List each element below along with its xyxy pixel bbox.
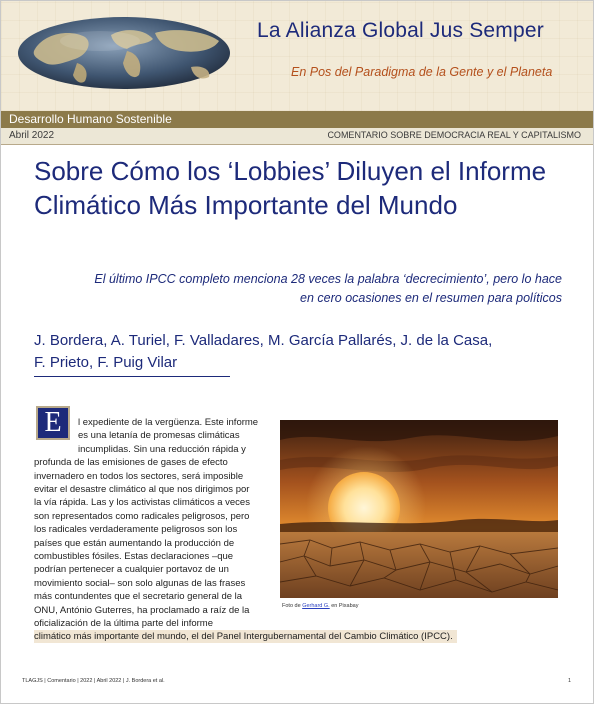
article-authors xyxy=(34,330,566,374)
body-line: incumplidas. Sin una reducción rápida y xyxy=(78,443,246,455)
body-line: países que están aumentando la producción de xyxy=(34,537,235,549)
masthead xyxy=(1,1,593,111)
body-line: es una letanía de promesas climáticas xyxy=(78,430,240,442)
body-line: ONU, António Guterres, ha proclamado a raíz de la xyxy=(34,604,250,616)
footer-citation: TLAGJS | Comentario | 2022 | Abril 2022 | J. Bordera et al. xyxy=(22,678,165,684)
authors-divider xyxy=(34,376,230,377)
subtitle-line-1: El último IPCC completo menciona 28 veces la palabra ‘decrecimiento’, pero lo hace xyxy=(94,272,562,286)
body-line: combustibles fósiles. Estas declaraciones –que xyxy=(34,551,234,563)
subtitle-line-2: en cero ocasiones en el resumen para políticos xyxy=(300,291,562,305)
body-line: invernadero en todos los sectores, será imposible xyxy=(34,470,244,482)
article-title: Sobre Cómo los ‘Lobbies’ Diluyen el Informe Climático Más Importante del Mundo xyxy=(34,156,547,220)
world-map-globe-logo xyxy=(15,11,233,91)
article-body xyxy=(34,416,274,631)
page-number: 1 xyxy=(568,678,572,684)
section-label: Desarrollo Humano Sostenible xyxy=(9,112,172,126)
body-line: profunda de las emisiones de gases de efecto xyxy=(34,457,228,469)
authors-line-1: J. Bordera, A. Turiel, F. Valladares, M. García Pallarés, J. de la Casa, xyxy=(34,332,493,349)
body-line: son representados como radicales peligrosos, pero xyxy=(34,510,250,522)
body-line: podrían pertenecer a cualquier portavoz de un xyxy=(34,564,229,576)
body-line: evitar el desastre climático al que nos dirigimos por xyxy=(34,484,250,496)
body-line: la vía rápida. Las y los activistas climáticos a veces xyxy=(34,497,250,509)
body-line: los radicales verdaderamente peligrosos son los xyxy=(34,524,238,536)
article-subtitle xyxy=(30,270,562,308)
photo-credit-prefix: Foto de xyxy=(282,603,303,609)
body-line: oficialización de la última parte del informe xyxy=(34,618,214,630)
org-tagline: En Pos del Paradigma de la Gente y el Planeta xyxy=(291,65,553,79)
series-label: COMENTARIO SOBRE DEMOCRACIA REAL Y CAPITALISMO xyxy=(327,130,581,140)
org-title: La Alianza Global Jus Semper xyxy=(257,19,544,42)
drop-cap: E xyxy=(36,406,70,440)
body-line: movimiento social– son solo algunas de las frases xyxy=(34,577,246,589)
section-bar xyxy=(1,111,593,128)
authors-line-2: F. Prieto, F. Puig Vilar xyxy=(34,354,178,371)
meta-row xyxy=(1,128,593,145)
photo-credit-suffix: en Pixabay xyxy=(329,603,359,609)
photo-credit xyxy=(282,603,358,609)
sunset-cracked-earth-photo xyxy=(280,420,558,598)
body-line: l expediente de la vergüenza. Este informe xyxy=(78,417,259,428)
photo-credit-author-link[interactable]: Gerhard G. xyxy=(302,603,330,609)
publication-date: Abril 2022 xyxy=(9,130,55,141)
body-last-line: climático más importante del mundo, el del Panel Intergubernamental del Cambio Climático (IPCC). xyxy=(34,630,457,643)
body-line: más contundentes que el secretario general de la xyxy=(34,591,243,603)
